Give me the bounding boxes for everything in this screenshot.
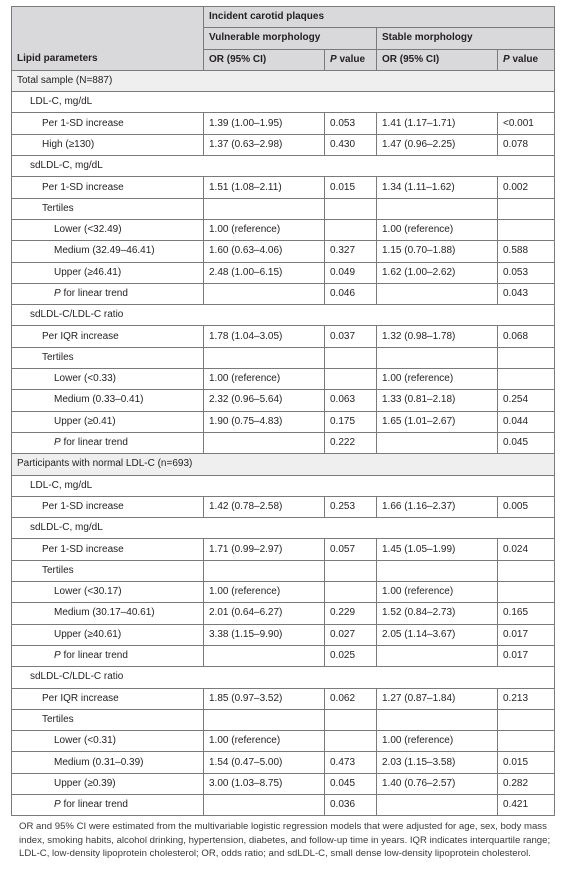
table-header [12, 7, 555, 71]
parameter-group-label: LDL-C, mg/dL [12, 92, 555, 113]
row-label: Per 1-SD increase [12, 496, 204, 517]
table-row [12, 709, 555, 730]
p-stable-cell [498, 731, 555, 752]
header-corner-cell [12, 7, 204, 28]
table-row [12, 518, 555, 539]
row-label: Medium (32.49–46.41) [12, 241, 204, 262]
or-vulnerable-cell: 1.37 (0.63–2.98) [204, 134, 325, 155]
row-label: Lower (<0.33) [12, 369, 204, 390]
p-stable-cell: 0.213 [498, 688, 555, 709]
row-label-text: for linear trend [60, 650, 128, 662]
or-stable-cell: 1.27 (0.87–1.84) [377, 688, 498, 709]
p-stable-cell [498, 219, 555, 240]
or-stable-cell: 1.32 (0.98–1.78) [377, 326, 498, 347]
table-row [12, 731, 555, 752]
or-stable-cell: 1.00 (reference) [377, 369, 498, 390]
p-stable-cell: <0.001 [498, 113, 555, 134]
table-row [12, 411, 555, 432]
header-stable-morphology: Stable morphology [377, 28, 555, 49]
p-vulnerable-cell: 0.027 [325, 624, 377, 645]
section-title: Participants with normal LDL-C (n=693) [12, 454, 555, 475]
or-stable-cell: 1.45 (1.05–1.99) [377, 539, 498, 560]
or-vulnerable-cell [204, 645, 325, 666]
or-vulnerable-cell [204, 283, 325, 304]
table-row [12, 305, 555, 326]
table-row [12, 794, 555, 815]
p-vulnerable-cell [325, 198, 377, 219]
p-vulnerable-cell [325, 560, 377, 581]
or-vulnerable-cell [204, 709, 325, 730]
or-stable-cell: 1.40 (0.76–2.57) [377, 773, 498, 794]
table-row [12, 326, 555, 347]
or-stable-cell: 1.62 (1.00–2.62) [377, 262, 498, 283]
table-row [12, 177, 555, 198]
row-label: Lower (<0.31) [12, 731, 204, 752]
table-row [12, 390, 555, 411]
p-vulnerable-cell: 0.175 [325, 411, 377, 432]
p-vulnerable-cell [325, 582, 377, 603]
p-stable-cell: 0.002 [498, 177, 555, 198]
table-row [12, 369, 555, 390]
row-label: High (≥130) [12, 134, 204, 155]
or-stable-cell: 2.05 (1.14–3.67) [377, 624, 498, 645]
p-stable-cell: 0.045 [498, 432, 555, 453]
table-row [12, 156, 555, 177]
or-vulnerable-cell: 1.60 (0.63–4.06) [204, 241, 325, 262]
or-stable-cell: 1.47 (0.96–2.25) [377, 134, 498, 155]
header-group-title: Incident carotid plaques [204, 7, 555, 28]
p-vulnerable-cell [325, 219, 377, 240]
or-stable-cell: 1.00 (reference) [377, 219, 498, 240]
table-row [12, 475, 555, 496]
or-stable-cell: 1.66 (1.16–2.37) [377, 496, 498, 517]
p-stable-cell: 0.053 [498, 262, 555, 283]
or-vulnerable-cell: 1.00 (reference) [204, 219, 325, 240]
parameter-group-label: LDL-C, mg/dL [12, 475, 555, 496]
p-stable-cell: 0.078 [498, 134, 555, 155]
or-stable-cell: 1.00 (reference) [377, 582, 498, 603]
or-vulnerable-cell [204, 198, 325, 219]
header-p-letter: P [330, 53, 337, 65]
table-row [12, 219, 555, 240]
p-vulnerable-cell: 0.327 [325, 241, 377, 262]
header-row-3 [12, 49, 555, 70]
table-row [12, 603, 555, 624]
or-vulnerable-cell [204, 432, 325, 453]
row-label: Upper (≥0.41) [12, 411, 204, 432]
row-label [12, 432, 204, 453]
row-label [12, 794, 204, 815]
or-stable-cell: 1.34 (1.11–1.62) [377, 177, 498, 198]
or-vulnerable-cell: 2.48 (1.00–6.15) [204, 262, 325, 283]
or-vulnerable-cell: 1.85 (0.97–3.52) [204, 688, 325, 709]
p-vulnerable-cell: 0.045 [325, 773, 377, 794]
table-row [12, 624, 555, 645]
table-row [12, 667, 555, 688]
row-label: Lower (<30.17) [12, 582, 204, 603]
p-vulnerable-cell: 0.037 [325, 326, 377, 347]
row-label: Per 1-SD increase [12, 539, 204, 560]
p-italic-letter: P [54, 799, 61, 811]
header-p-stable [498, 49, 555, 70]
p-vulnerable-cell: 0.063 [325, 390, 377, 411]
table-row [12, 454, 555, 475]
p-stable-cell: 0.282 [498, 773, 555, 794]
table-row [12, 539, 555, 560]
p-stable-cell: 0.254 [498, 390, 555, 411]
row-label: Upper (≥40.61) [12, 624, 204, 645]
p-vulnerable-cell: 0.036 [325, 794, 377, 815]
or-vulnerable-cell: 1.54 (0.47–5.00) [204, 752, 325, 773]
table-row [12, 113, 555, 134]
p-stable-cell [498, 560, 555, 581]
p-stable-cell: 0.017 [498, 624, 555, 645]
or-vulnerable-cell: 1.00 (reference) [204, 582, 325, 603]
p-italic-letter: P [54, 437, 61, 449]
or-stable-cell: 1.00 (reference) [377, 731, 498, 752]
or-vulnerable-cell: 3.38 (1.15–9.90) [204, 624, 325, 645]
p-stable-cell: 0.024 [498, 539, 555, 560]
header-p-word: value [509, 53, 539, 65]
p-vulnerable-cell: 0.025 [325, 645, 377, 666]
row-label: Tertiles [12, 198, 204, 219]
table-row [12, 560, 555, 581]
table-row [12, 347, 555, 368]
section-title: Total sample (N=887) [12, 70, 555, 91]
parameter-group-label: sdLDL-C, mg/dL [12, 518, 555, 539]
header-p-word: value [336, 53, 366, 65]
or-vulnerable-cell: 3.00 (1.03–8.75) [204, 773, 325, 794]
table-row [12, 92, 555, 113]
or-vulnerable-cell: 1.78 (1.04–3.05) [204, 326, 325, 347]
p-vulnerable-cell: 0.222 [325, 432, 377, 453]
row-label: Per IQR increase [12, 326, 204, 347]
lipid-plaque-table [11, 6, 555, 816]
table-row [12, 283, 555, 304]
table-row [12, 496, 555, 517]
or-vulnerable-cell: 1.42 (0.78–2.58) [204, 496, 325, 517]
p-vulnerable-cell: 0.057 [325, 539, 377, 560]
table-row [12, 262, 555, 283]
parameter-group-label: sdLDL-C, mg/dL [12, 156, 555, 177]
row-label: Per IQR increase [12, 688, 204, 709]
p-vulnerable-cell [325, 347, 377, 368]
p-stable-cell: 0.015 [498, 752, 555, 773]
or-vulnerable-cell [204, 347, 325, 368]
row-label: Medium (30.17–40.61) [12, 603, 204, 624]
p-stable-cell [498, 369, 555, 390]
row-label: Per 1-SD increase [12, 113, 204, 134]
row-label: Medium (0.31–0.39) [12, 752, 204, 773]
table-row [12, 70, 555, 91]
table-row [12, 645, 555, 666]
p-vulnerable-cell: 0.053 [325, 113, 377, 134]
or-vulnerable-cell: 2.01 (0.64–6.27) [204, 603, 325, 624]
header-row-2 [12, 28, 555, 49]
p-stable-cell: 0.421 [498, 794, 555, 815]
row-label [12, 283, 204, 304]
p-stable-cell: 0.005 [498, 496, 555, 517]
row-label: Tertiles [12, 347, 204, 368]
header-or-stable: OR (95% CI) [377, 49, 498, 70]
header-row-1 [12, 7, 555, 28]
p-vulnerable-cell: 0.473 [325, 752, 377, 773]
p-vulnerable-cell: 0.430 [325, 134, 377, 155]
row-label [12, 645, 204, 666]
header-corner-cell [12, 28, 204, 49]
header-lipid-parameters: Lipid parameters [12, 49, 204, 70]
header-p-vulnerable [325, 49, 377, 70]
row-label: Medium (0.33–0.41) [12, 390, 204, 411]
p-vulnerable-cell [325, 369, 377, 390]
or-vulnerable-cell: 1.90 (0.75–4.83) [204, 411, 325, 432]
row-label: Per 1-SD increase [12, 177, 204, 198]
parameter-group-label: sdLDL-C/LDL-C ratio [12, 305, 555, 326]
p-stable-cell: 0.044 [498, 411, 555, 432]
or-stable-cell: 1.52 (0.84–2.73) [377, 603, 498, 624]
p-stable-cell: 0.017 [498, 645, 555, 666]
p-stable-cell [498, 347, 555, 368]
or-vulnerable-cell [204, 560, 325, 581]
or-stable-cell [377, 432, 498, 453]
or-stable-cell [377, 283, 498, 304]
header-vulnerable-morphology: Vulnerable morphology [204, 28, 377, 49]
p-stable-cell: 0.068 [498, 326, 555, 347]
table-footnote: OR and 95% CI were estimated from the multivariable logistic regression models that were adjusted for age, sex, body mass index, smoking habits, alcohol drinking, hypertension, diabetes, and follow-up time in years. IQR indicates interquartile range; LDL-C, low-density lipoprotein cholesterol; OR, odds ratio; and sdLDL-C, small dense low-density lipoprotein cholesterol. [19, 821, 551, 860]
table-body [12, 70, 555, 815]
table-row [12, 198, 555, 219]
row-label: Upper (≥0.39) [12, 773, 204, 794]
header-p-letter: P [503, 53, 510, 65]
or-stable-cell [377, 198, 498, 219]
p-stable-cell: 0.043 [498, 283, 555, 304]
table-row [12, 688, 555, 709]
p-vulnerable-cell: 0.062 [325, 688, 377, 709]
p-stable-cell: 0.165 [498, 603, 555, 624]
or-stable-cell [377, 645, 498, 666]
or-stable-cell: 2.03 (1.15–3.58) [377, 752, 498, 773]
or-vulnerable-cell [204, 794, 325, 815]
p-stable-cell [498, 709, 555, 730]
or-vulnerable-cell: 1.71 (0.99–2.97) [204, 539, 325, 560]
table-row [12, 134, 555, 155]
header-or-vulnerable: OR (95% CI) [204, 49, 325, 70]
row-label: Lower (<32.49) [12, 219, 204, 240]
parameter-group-label: sdLDL-C/LDL-C ratio [12, 667, 555, 688]
p-italic-letter: P [54, 288, 61, 299]
row-label-text: for linear trend [60, 437, 128, 449]
table-row [12, 582, 555, 603]
or-stable-cell: 1.65 (1.01–2.67) [377, 411, 498, 432]
row-label-text: for linear trend [60, 799, 128, 811]
table-row [12, 752, 555, 773]
or-stable-cell: 1.15 (0.70–1.88) [377, 241, 498, 262]
p-stable-cell [498, 582, 555, 603]
or-vulnerable-cell: 2.32 (0.96–5.64) [204, 390, 325, 411]
p-stable-cell: 0.588 [498, 241, 555, 262]
p-vulnerable-cell: 0.049 [325, 262, 377, 283]
results-document [11, 6, 554, 861]
p-vulnerable-cell: 0.229 [325, 603, 377, 624]
p-vulnerable-cell [325, 731, 377, 752]
row-label-text: for linear trend [60, 288, 128, 299]
or-stable-cell [377, 709, 498, 730]
p-vulnerable-cell: 0.015 [325, 177, 377, 198]
or-stable-cell: 1.41 (1.17–1.71) [377, 113, 498, 134]
or-vulnerable-cell: 1.00 (reference) [204, 369, 325, 390]
or-vulnerable-cell: 1.00 (reference) [204, 731, 325, 752]
table-row [12, 773, 555, 794]
p-vulnerable-cell [325, 709, 377, 730]
row-label: Upper (≥46.41) [12, 262, 204, 283]
row-label: Tertiles [12, 560, 204, 581]
table-row [12, 432, 555, 453]
or-vulnerable-cell: 1.39 (1.00–1.95) [204, 113, 325, 134]
or-vulnerable-cell: 1.51 (1.08–2.11) [204, 177, 325, 198]
or-stable-cell: 1.33 (0.81–2.18) [377, 390, 498, 411]
table-row [12, 241, 555, 262]
or-stable-cell [377, 560, 498, 581]
p-italic-letter: P [54, 650, 61, 662]
or-stable-cell [377, 347, 498, 368]
p-vulnerable-cell: 0.046 [325, 283, 377, 304]
p-stable-cell [498, 198, 555, 219]
row-label: Tertiles [12, 709, 204, 730]
or-stable-cell [377, 794, 498, 815]
p-vulnerable-cell: 0.253 [325, 496, 377, 517]
